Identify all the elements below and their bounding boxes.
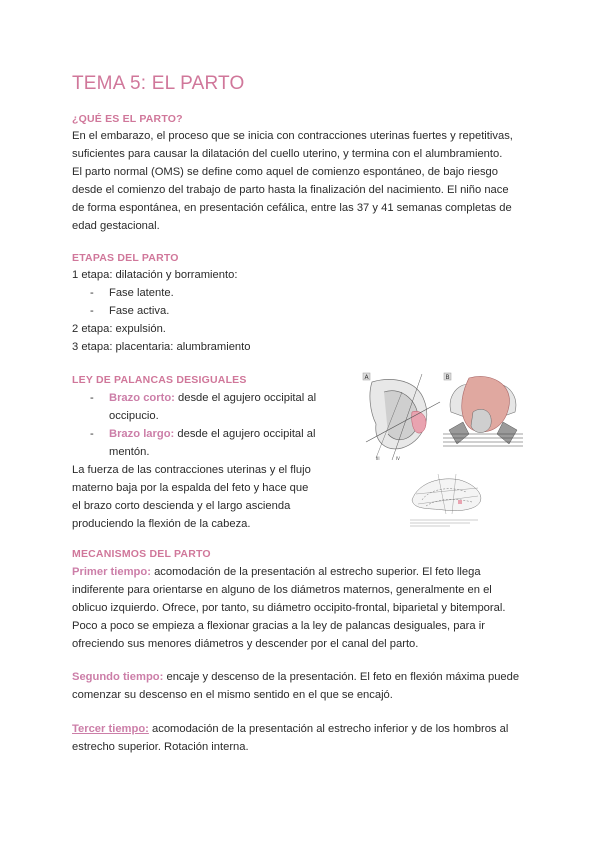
stage-1: 1 etapa: dilatación y borramiento: [72,269,238,281]
paragraph-line: El parto normal (OMS) se define como aquel de comienzo espontáneo, de bajo riesgo [72,166,498,178]
figure-label-b: B [445,374,450,381]
paragraph-line: indiferente para orientarse en alguno de los diámetros maternos, generalmente en el [72,584,492,596]
primer-tiempo-text: acomodación de la presentación al estrecho superior. El feto llega [154,566,481,578]
fetal-head-diagram-b [443,372,523,462]
paragraph-line: edad gestacional. [72,220,160,232]
paragraph-line: comenzar su descenso en el mismo sentido en el que se encajó. [72,689,393,701]
bullet-dash: - [90,305,94,317]
svg-text:III: III [376,456,380,461]
brazo-corto-line [109,389,316,407]
tercer-tiempo-line [72,720,508,738]
stage-2: 2 etapa: expulsión. [72,323,166,335]
svg-text:IV: IV [396,456,400,461]
segundo-tiempo-line [72,668,519,686]
bullet-dash: - [90,428,94,440]
tercer-tiempo-label: Tercer tiempo: [72,723,149,735]
section-heading-etapas: ETAPAS DEL PARTO [72,252,179,264]
paragraph-line: Poco a poco se empieza a flexionar gracias a la ley de palancas desiguales, para ir [72,620,485,632]
tercer-tiempo-text: acomodación de la presentación al estrecho inferior y de los hombros al [152,723,509,735]
paragraph-line: materno baja por la espalda del feto y hace que [72,482,309,494]
paragraph-line: el brazo corto descienda y el largo ascienda [72,500,291,512]
fetal-head-diagram-a [362,372,444,462]
pelvis-sketch-diagram [408,470,488,518]
brazo-corto-text: desde el agujero occipital al [178,392,317,404]
stage-3: 3 etapa: placentaria: alumbramiento [72,341,251,353]
bullet-dash: - [90,392,94,404]
stage-1-sub-activa: Fase activa. [109,305,170,317]
brazo-largo-text-cont: mentón. [109,446,150,458]
paragraph-line: produciendo la flexión de la cabeza. [72,518,251,530]
section-heading-mecanismos: MECANISMOS DEL PARTO [72,548,211,560]
figure-caption-scribble [410,518,480,528]
primer-tiempo-line [72,563,481,581]
stage-1-sub-latente: Fase latente. [109,287,174,299]
paragraph-line: suficientes para causar la dilatación del cuello uterino, y termina con el alumbramiento. [72,148,503,160]
figure-label-a: A [364,374,369,381]
paragraph-line: En el embarazo, el proceso que se inicia con contracciones uterinas fuertes y repetitivas, [72,130,513,142]
paragraph-line: La fuerza de las contracciones uterinas y el flujo [72,464,311,476]
primer-tiempo-label: Primer tiempo: [72,566,151,578]
paragraph-line: oblicuo izquierdo. Ofrece, por tanto, su diámetro occipito-frontal, biparietal y bitemporal. [72,602,506,614]
segundo-tiempo-label: Segundo tiempo: [72,671,164,683]
paragraph-line: ofreciendo sus menores diámetros y descender por el canal del parto. [72,638,419,650]
brazo-corto-label: Brazo corto: [109,392,175,404]
paragraph-line: desde el comienzo del trabajo de parto hasta la finalización del nacimiento. El niño nace [72,184,509,196]
paragraph-line: estrecho superior. Rotación interna. [72,741,249,753]
paragraph-line: de forma espontánea, en presentación cefálica, entre las 37 y 41 semanas completas de [72,202,512,214]
brazo-largo-label: Brazo largo: [109,428,175,440]
bullet-dash: - [90,287,94,299]
brazo-corto-text-cont: occipucio. [109,410,159,422]
section-heading-ley-palancas: LEY DE PALANCAS DESIGUALES [72,374,247,386]
brazo-largo-text: desde el agujero occipital al [177,428,316,440]
brazo-largo-line [109,425,315,443]
page-title: TEMA 5: EL PARTO [72,73,245,94]
segundo-tiempo-text: encaje y descenso de la presentación. El feto en flexión máxima puede [166,671,520,683]
section-heading-que-es: ¿QUÉ ES EL PARTO? [72,113,183,125]
